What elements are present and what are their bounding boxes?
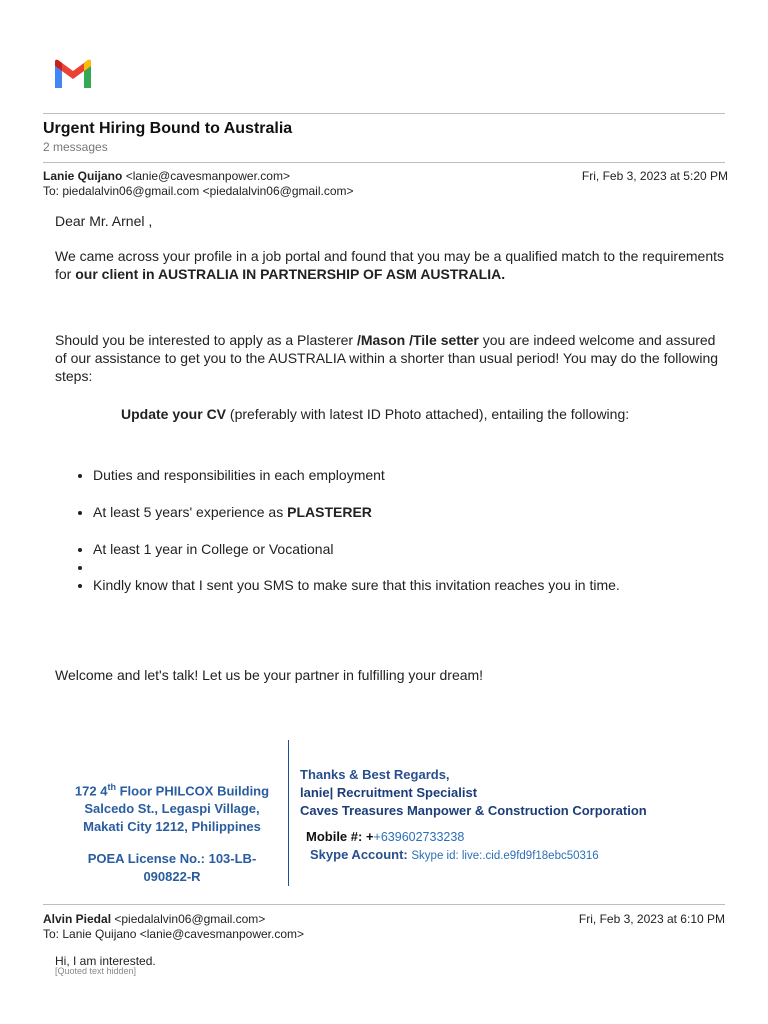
signature-regards: Thanks & Best Regards, <box>300 767 450 782</box>
skype-label: Skype Account: <box>310 847 412 862</box>
license-line: 090822-R <box>143 869 201 884</box>
list-item <box>93 558 620 576</box>
sender-email: <piedalalvin06@gmail.com> <box>114 912 266 926</box>
divider <box>43 904 725 905</box>
message-1-recipient: To: piedalalvin06@gmail.com <piedalalvin06@gmail.com> <box>43 184 354 198</box>
paragraph-bold: /Mason /Tile setter <box>356 332 479 348</box>
quoted-text-toggle[interactable]: [Quoted text hidden] <box>55 966 137 976</box>
update-cv-line <box>121 405 721 423</box>
gmail-logo-icon <box>52 58 94 90</box>
sender-name: Lanie Quijano <box>43 169 123 183</box>
signature-company: Caves Treasures Manpower & Construction Corporation <box>300 803 647 818</box>
steps-list <box>55 466 620 594</box>
mobile-label: Mobile #: + <box>306 829 374 844</box>
message-2-body: Hi, I am interested. <box>55 954 156 968</box>
license-line: POEA License No.: 103-LB- <box>87 851 257 866</box>
signature-address <box>58 778 286 836</box>
signature-mobile <box>306 828 464 846</box>
signature-role: | Recruitment Specialist <box>329 785 478 800</box>
mobile-number-link[interactable]: +639602733238 <box>373 830 465 844</box>
signature-divider <box>288 740 289 886</box>
message-2-date: Fri, Feb 3, 2023 at 6:10 PM <box>578 912 725 926</box>
greeting: Dear Mr. Arnel , <box>55 213 153 229</box>
list-item: • Duties and responsibilities in each employment <box>93 466 620 484</box>
list-item-text: At least 5 years' experience as <box>93 504 288 520</box>
address-floor: Floor PHILCOX Building <box>115 783 270 799</box>
signature-license <box>58 850 286 886</box>
paragraph-apply <box>55 331 725 385</box>
paragraph-intro <box>55 247 725 283</box>
address-number: 172 4 <box>74 783 108 799</box>
paragraph-bold: our client in AUSTRALIA IN PARTNERSHIP OF ASM AUSTRALIA. <box>75 266 506 282</box>
list-item <box>93 503 620 521</box>
address-city: Makati City 1212, Philippines <box>83 819 261 835</box>
signature-skype <box>310 846 599 865</box>
list-item: • At least 1 year in College or Vocational <box>93 540 620 558</box>
signature-block <box>300 766 647 820</box>
update-cv-bold: Update your CV <box>121 406 227 422</box>
paragraph-text: Should you be interested to apply as a Plasterer <box>55 332 357 348</box>
address-superscript: th <box>107 782 116 792</box>
message-1-date: Fri, Feb 3, 2023 at 5:20 PM <box>581 169 728 183</box>
email-subject: Urgent Hiring Bound to Australia <box>43 120 293 137</box>
divider <box>43 162 725 163</box>
message-2-sender <box>43 912 265 926</box>
update-cv-text: (preferably with latest ID Photo attached), entailing the following: <box>226 406 630 422</box>
message-1-sender <box>43 169 290 183</box>
message-count: 2 messages <box>43 140 108 154</box>
skype-id: Skype id: live:.cid.e9fd9f18ebc50316 <box>411 850 599 862</box>
list-item: • Kindly know that I sent you SMS to make sure that this invitation reaches you in time. <box>93 576 620 594</box>
sender-name: Alvin Piedal <box>43 912 112 926</box>
paragraph-text: you are indeed welcome and assured of our assistance to get you to the AUSTRALIA within a shorter than usual period! You may do the following steps: <box>55 332 719 384</box>
closing-line: Welcome and let's talk! Let us be your partner in fulfilling your dream! <box>55 667 484 683</box>
signature-name: lanie <box>300 785 330 800</box>
address-street: Salcedo St., Legaspi Village, <box>84 801 260 817</box>
divider <box>43 113 725 114</box>
message-2-recipient: To: Lanie Quijano <lanie@cavesmanpower.com> <box>43 927 304 941</box>
paragraph-text: We came across your profile in a job portal and found that you may be a qualified match to the requirements for <box>55 248 724 282</box>
list-item-bold: PLASTERER <box>287 504 372 520</box>
sender-email: <lanie@cavesmanpower.com> <box>125 169 290 183</box>
